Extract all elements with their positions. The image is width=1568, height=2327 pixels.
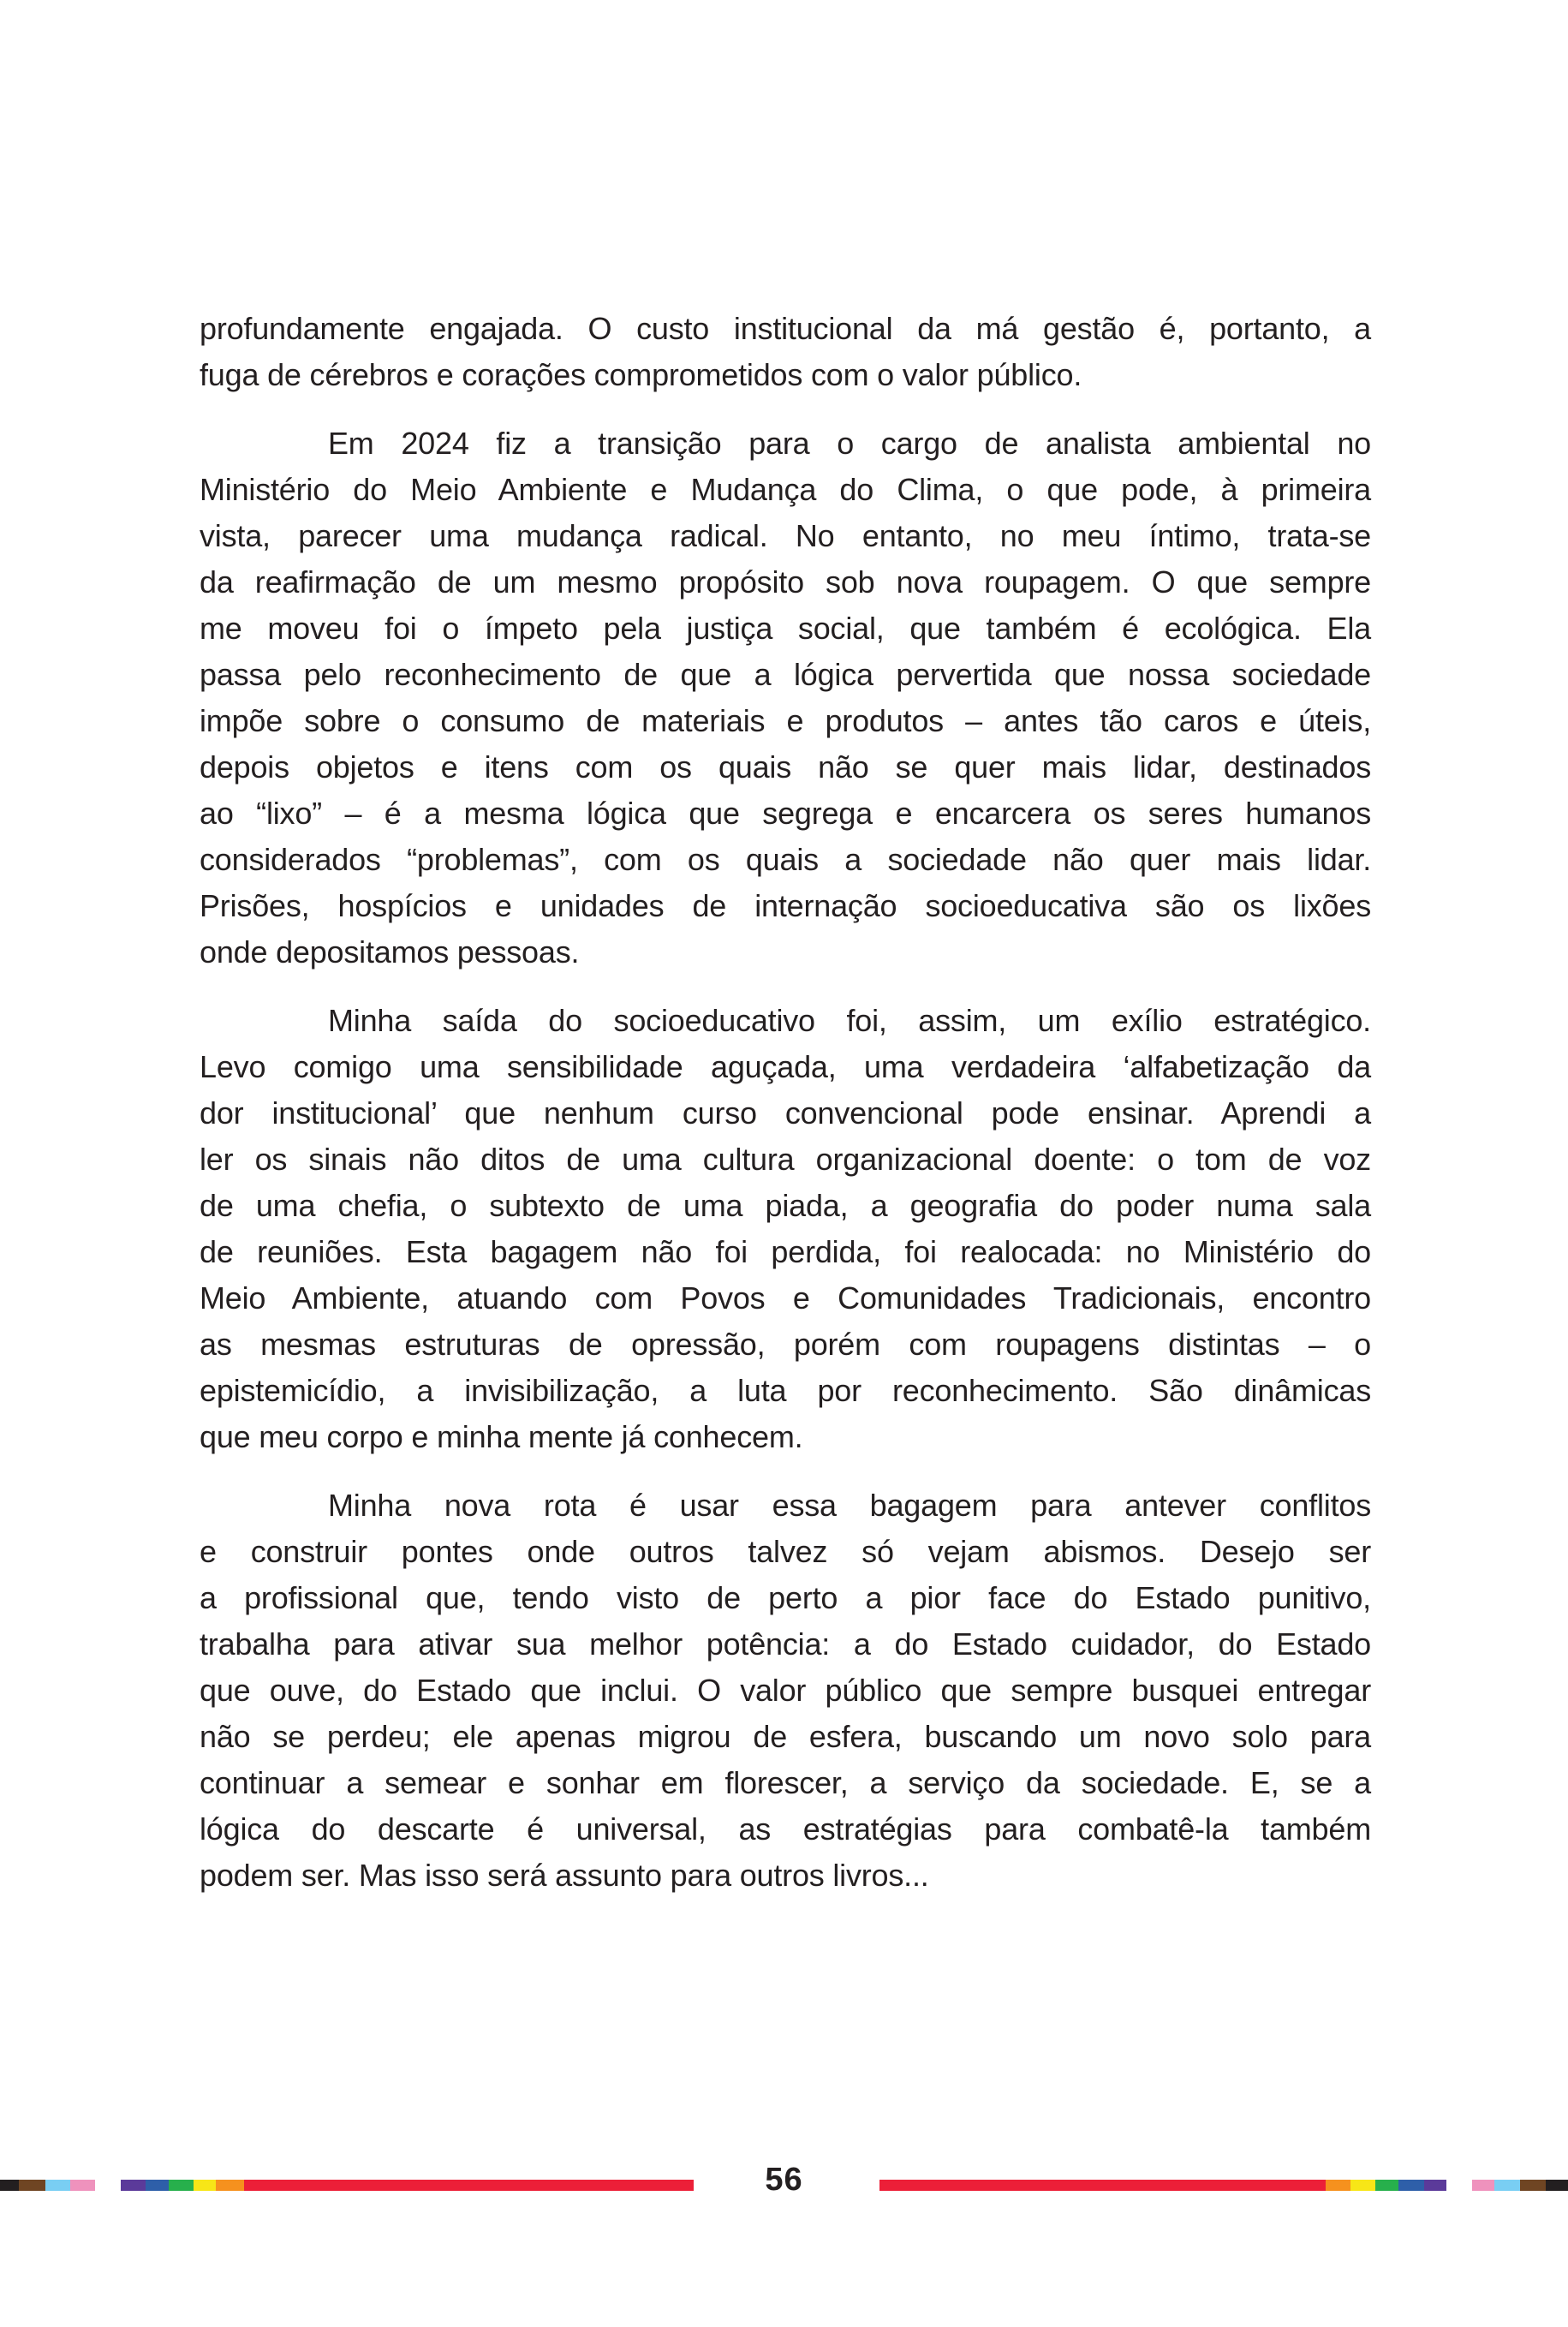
text-line: ao “lixo” – é a mesma lógica que segrega e encarcera os seres humanos [200,796,1371,831]
text-line: que meu corpo e minha mente já conhecem. [200,1419,803,1454]
text-line: impõe sobre o consumo de materiais e produtos – antes tão caros e úteis, [200,703,1371,738]
text-line: trabalha para ativar sua melhor potência: a do Estado cuidador, do Estado [200,1626,1371,1662]
flag-segment-purple [1424,2180,1446,2191]
page-number: 56 [765,2162,803,2198]
flag-segment-light-blue [1494,2180,1520,2191]
text-line: da reafirmação de um mesmo propósito sob nova roupagem. O que sempre [200,564,1371,600]
flag-gap [1446,2180,1472,2191]
flag-strip-right [879,2180,1568,2191]
text-line: Meio Ambiente, atuando com Povos e Comunidades Tradicionais, encontro [200,1280,1371,1316]
text-line: dor institucional’ que nenhum curso convencional pode ensinar. Aprendi a [200,1095,1371,1131]
text-line: a profissional que, tendo visto de perto a pior face do Estado punitivo, [200,1580,1371,1615]
text-line: que ouve, do Estado que inclui. O valor público que sempre busquei entregar [200,1673,1371,1708]
flag-segment-yellow [1350,2180,1375,2191]
text-line: depois objetos e itens com os quais não se quer mais lidar, destinados [200,749,1371,785]
text-block [200,306,1371,1899]
text-line: considerados “problemas”, com os quais a sociedade não quer mais lidar. [200,842,1371,877]
text-line: lógica do descarte é universal, as estratégias para combatê-la também [200,1811,1371,1847]
flag-segment-red [879,2180,1326,2191]
text-line: continuar a semear e sonhar em florescer, a serviço da sociedade. E, se a [200,1765,1371,1800]
text-line: Em 2024 fiz a transição para o cargo de analista ambiental no [328,426,1371,461]
text-line: passa pelo reconhecimento de que a lógica pervertida que nossa sociedade [200,657,1371,692]
flag-segment-green [1375,2180,1398,2191]
text-line: e construir pontes onde outros talvez só vejam abismos. Desejo ser [200,1534,1371,1569]
text-line: onde depositamos pessoas. [200,934,580,970]
text-line: de uma chefia, o subtexto de uma piada, a geografia do poder numa sala [200,1188,1371,1223]
flag-segment-blue [1398,2180,1424,2191]
text-line: Minha nova rota é usar essa bagagem para antever conflitos [328,1488,1371,1523]
paragraph [200,306,1371,398]
text-line: de reuniões. Esta bagagem não foi perdida, foi realocada: no Ministério do [200,1234,1371,1269]
text-line: Minha saída do socioeducativo foi, assim, um exílio estratégico. [328,1003,1371,1038]
text-line: epistemicídio, a invisibilização, a luta por reconhecimento. São dinâmicas [200,1373,1371,1408]
flag-segment-black [1546,2180,1568,2191]
text-line: vista, parecer uma mudança radical. No entanto, no meu íntimo, trata-se [200,518,1371,553]
text-line: ler os sinais não ditos de uma cultura organizacional doente: o tom de voz [200,1142,1371,1177]
paragraph [200,421,1371,976]
text-line: me moveu foi o ímpeto pela justiça social, que também é ecológica. Ela [200,611,1371,646]
text-line: profundamente engajada. O custo institucional da má gestão é, portanto, a [200,311,1371,346]
text-line: Prisões, hospícios e unidades de internação socioeducativa são os lixões [200,888,1371,923]
text-line: Ministério do Meio Ambiente e Mudança do Clima, o que pode, à primeira [200,472,1371,507]
paragraph [200,998,1371,1460]
flag-segment-brown [1520,2180,1546,2191]
paragraph [200,1483,1371,1899]
text-line: as mesmas estruturas de opressão, porém com roupagens distintas – o [200,1327,1371,1362]
text-line: fuga de cérebros e corações comprometidos com o valor público. [200,357,1082,392]
text-line: Levo comigo uma sensibilidade aguçada, uma verdadeira ‘alfabetização da [200,1049,1371,1084]
flag-segment-orange [1326,2180,1350,2191]
flag-segment-pink [1472,2180,1494,2191]
text-line: podem ser. Mas isso será assunto para outros livros... [200,1858,929,1893]
text-line: não se perdeu; ele apenas migrou de esfera, buscando um novo solo para [200,1719,1371,1754]
